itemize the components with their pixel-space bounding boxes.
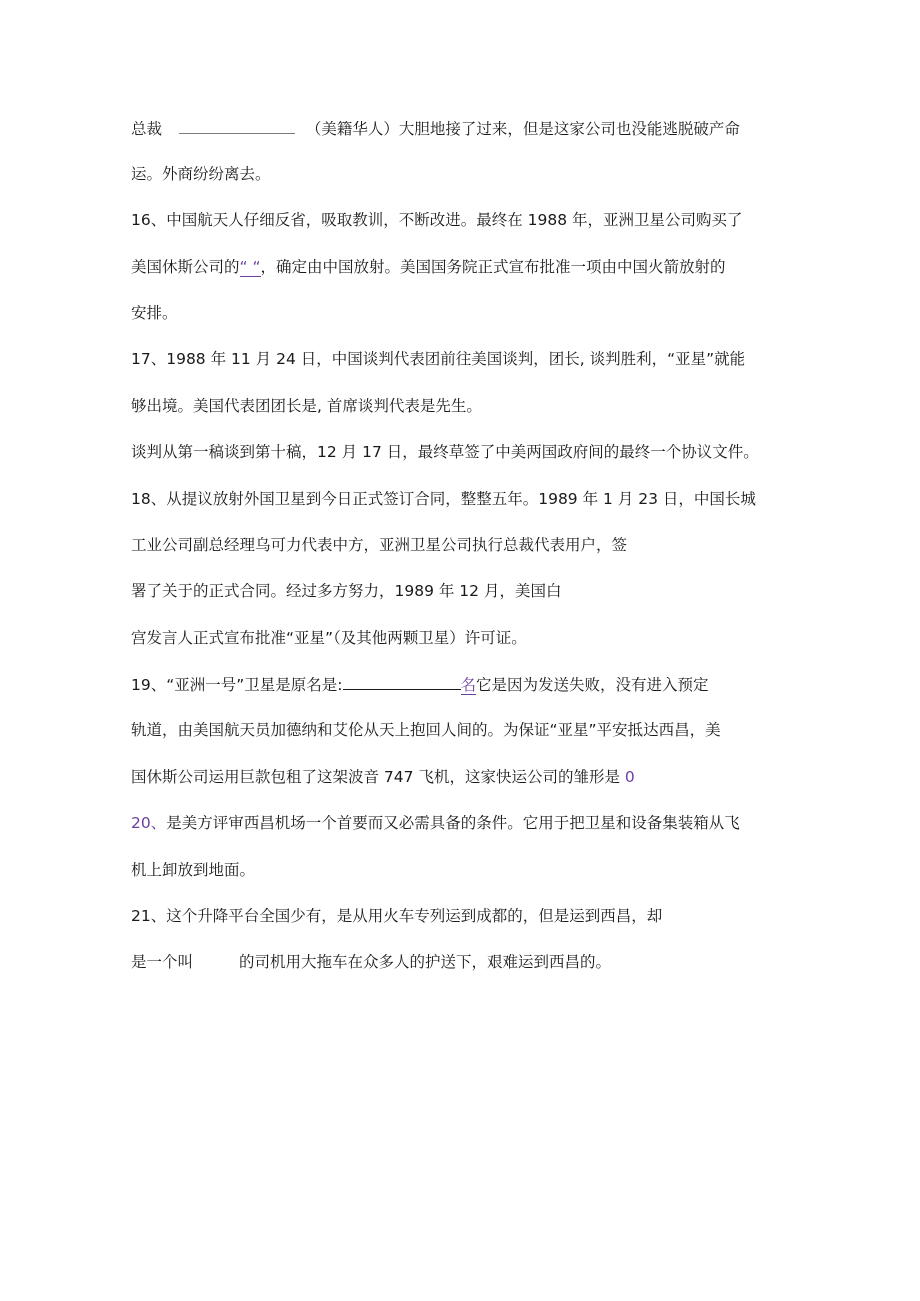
- line-4-text-c: ，确定由中国放射。美国国务院正式宣布批准一项由中国火箭放射的: [260, 258, 726, 276]
- line-19-text-a: 是一个叫: [131, 953, 194, 971]
- line-12-text: 宫发言人正式宣布批准“亚星”（及其他两颗卫星）许可证。: [131, 629, 527, 647]
- text-line-17: [131, 860, 255, 880]
- text-line-12: [131, 628, 527, 648]
- text-line-11: [131, 581, 561, 601]
- text-line-10: [131, 535, 627, 555]
- name-link: 名: [460, 676, 477, 694]
- line-8-text: 谈判从第一稿谈到第十稿，12 月 17 日，最终草签了中美两国政府间的最终一个协议文件。: [131, 443, 759, 461]
- line-1-text-b: （美籍华人）大胆地接了过来，但是这家公司也没能逃脱破产命: [305, 120, 740, 138]
- line-13-text-c: 它是因为发送失败，没有进入预定: [476, 676, 709, 694]
- text-line-6: [131, 349, 745, 369]
- line-4-text-a: 美国休斯公司的: [131, 258, 240, 276]
- line-10-text: 工业公司副总经理乌可力代表中方，亚洲卫星公司执行总裁代表用户，签: [131, 536, 628, 554]
- text-line-9: [131, 489, 756, 509]
- line-17-text: 机上卸放到地面。: [131, 861, 256, 879]
- text-line-18: [131, 906, 662, 926]
- line-2-text: 运。外商纷纷离去。: [131, 165, 271, 183]
- text-line-2: [131, 164, 271, 184]
- text-line-3: [131, 210, 743, 230]
- line-14-text: 轨道，由美国航天员加德纳和艾伦从天上抱回人间的。为保证“亚星”平安抵达西昌，美: [131, 721, 721, 739]
- line-3-text: 16、中国航天人仔细反省，吸取教训，不断改进。最终在 1988 年，亚洲卫星公司购买了: [131, 211, 743, 229]
- text-line-1: [131, 118, 740, 139]
- text-line-5: [131, 303, 178, 323]
- quoted-blank: “ “: [239, 258, 261, 276]
- answer-zero: 0: [624, 768, 635, 786]
- line-16-text-b: 是美方评审西昌机场一个首要而又必需具备的条件。它用于把卫星和设备集装箱从飞: [166, 814, 740, 832]
- line-1-text-a: 总裁: [131, 120, 163, 138]
- line-13-text-a: 19、“亚洲一号”卫星是原名是:: [131, 676, 343, 694]
- line-15-text-a: 国休斯公司运用巨款包租了这架波音 747 飞机，这家快运公司的雏形是: [131, 768, 620, 786]
- text-line-13: [131, 674, 709, 695]
- text-line-14: [131, 720, 721, 740]
- question-number-20: 20、: [131, 814, 167, 832]
- line-9-text: 18、从提议放射外国卫星到今日正式签订合同，整整五年。1989 年 1 月 23 日，中国长城: [131, 490, 756, 508]
- line-7-text: 够出境。美国代表团团长是, 首席谈判代表是先生。: [131, 397, 482, 415]
- text-line-16: [131, 813, 740, 833]
- answer-blank: [179, 118, 295, 134]
- text-line-15: [131, 767, 635, 787]
- line-11-text: 署了关于的正式合同。经过多方努力，1989 年 12 月，美国白: [131, 582, 562, 600]
- text-line-7: [131, 396, 482, 416]
- answer-blank: [343, 674, 461, 690]
- line-18-text: 21、这个升降平台全国少有，是从用火车专列运到成都的，但是运到西昌，却: [131, 907, 663, 925]
- line-5-text: 安排。: [131, 304, 178, 322]
- line-19-text-b: 的司机用大拖车在众多人的护送下，艰难运到西昌的。: [239, 953, 612, 971]
- text-line-4: [131, 257, 726, 277]
- text-line-19: [131, 952, 611, 972]
- line-6-text: 17、1988 年 11 月 24 日，中国谈判代表团前往美国谈判，团长, 谈判胜利，“亚星”就能: [131, 350, 746, 368]
- text-line-8: [131, 442, 759, 462]
